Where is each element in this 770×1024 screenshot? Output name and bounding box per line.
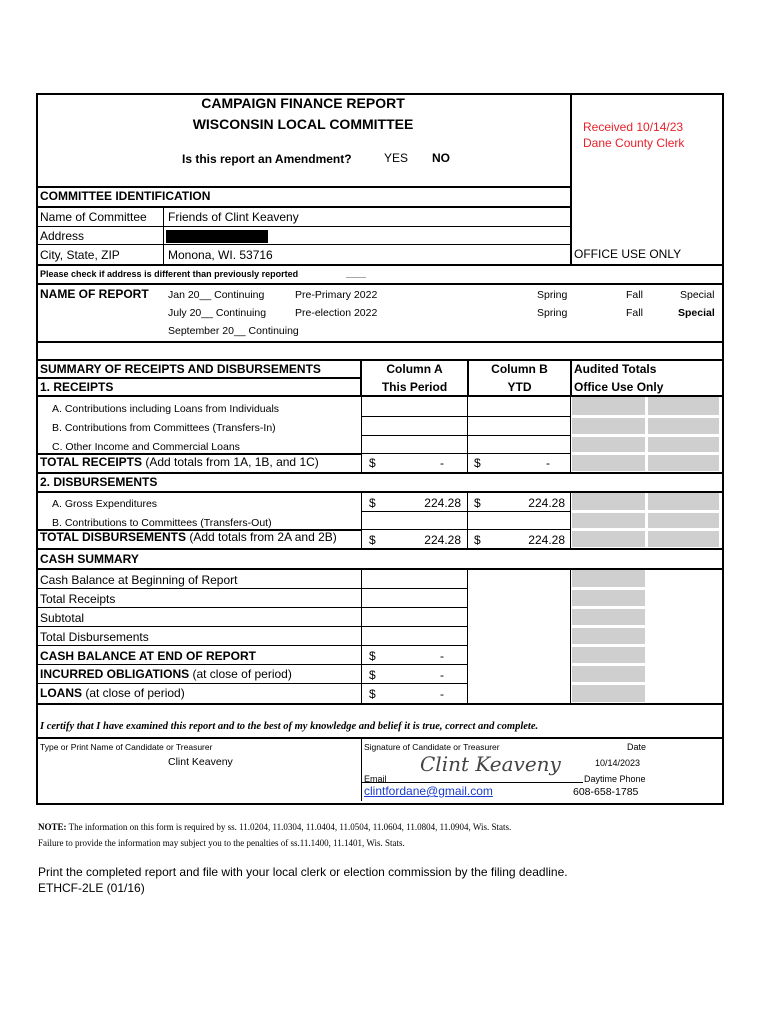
form-id: ETHCF-2LE (01/16)	[38, 881, 145, 895]
certification-statement: I certify that I have examined this report and to the best of my knowledge and belief it is true, correct and complete.	[40, 721, 539, 732]
form-title-line1: CAMPAIGN FINANCE REPORT	[201, 95, 405, 111]
total-disbursements-col-b-dollar: $	[474, 533, 481, 547]
amendment-yes[interactable]: YES	[384, 151, 409, 165]
received-stamp: Received 10/14/23	[583, 120, 684, 134]
print-name-field[interactable]: Clint Keaveny	[168, 756, 233, 768]
gross-expenditures-col-b-dollar: $	[474, 496, 481, 510]
phone-field[interactable]: 608-658-1785	[573, 786, 639, 798]
total-disbursements-col-b[interactable]: 224.28	[528, 533, 565, 547]
cash-total-disbursements-label: Total Disbursements	[40, 630, 149, 644]
cash-subtotal-label: Subtotal	[40, 611, 85, 625]
total-receipts-col-b-dollar: $	[474, 456, 481, 470]
audited-totals-heading: Audited Totals	[574, 362, 657, 376]
summary-heading: SUMMARY OF RECEIPTS AND DISBURSEMENTS	[40, 362, 321, 376]
form-title-line2: WISCONSIN LOCAL COMMITTEE	[192, 116, 414, 132]
receipts-c-label: C. Other Income and Commercial Loans	[52, 441, 240, 453]
gross-expenditures-col-a[interactable]: 224.28	[424, 496, 461, 510]
address-redacted	[166, 230, 268, 243]
gross-expenditures-col-b[interactable]: 224.28	[528, 496, 565, 510]
cash-beginning-label: Cash Balance at Beginning of Report	[40, 573, 238, 587]
total-disbursements-col-a[interactable]: 224.28	[424, 533, 461, 547]
print-name-label: Type or Print Name of Candidate or Treasurer	[40, 742, 213, 752]
penalty-note: Failure to provide the information may subject you to the penalties of ss.11.1400, 11.1401, Wis. Stats.	[38, 838, 405, 848]
loans-label: LOANS (at close of period)	[40, 686, 185, 700]
report-jan-continuing[interactable]: Jan 20__ Continuing	[168, 289, 265, 301]
loans-dollar: $	[369, 687, 376, 701]
total-disbursements-col-a-dollar: $	[369, 533, 376, 547]
incurred-obligations-label: INCURRED OBLIGATIONS (at close of period)	[40, 667, 292, 681]
cash-summary-heading: CASH SUMMARY	[40, 552, 139, 566]
report-fall-2[interactable]: Fall	[626, 307, 643, 319]
disbursements-heading: 2. DISBURSEMENTS	[40, 475, 158, 489]
cash-total-receipts-label: Total Receipts	[40, 592, 116, 606]
city-state-zip-label: City, State, ZIP	[40, 248, 120, 262]
address-change-note: Please check if address is different than previously reported	[40, 269, 299, 279]
office-use-only-heading: Office Use Only	[574, 380, 664, 394]
report-fall-1[interactable]: Fall	[626, 289, 643, 301]
report-september-continuing[interactable]: September 20__ Continuing	[168, 325, 299, 337]
filing-instruction: Print the completed report and file with your local clerk or election commission by the filing deadline.	[38, 865, 568, 879]
cash-end-label: CASH BALANCE AT END OF REPORT	[40, 649, 256, 663]
report-spring-2[interactable]: Spring	[537, 307, 568, 319]
report-special-2[interactable]: Special	[678, 307, 715, 319]
total-disbursements-label: TOTAL DISBURSEMENTS (Add totals from 2A and 2B)	[40, 530, 337, 544]
loans-value[interactable]: -	[440, 687, 444, 701]
disbursements-a-label: A. Gross Expenditures	[52, 498, 158, 510]
statutory-note: NOTE: The information on this form is required by ss. 11.0204, 11.0304, 11.0404, 11.0504, 11.0604, 11.0804, 11.0904, Wis. Stats.	[38, 822, 512, 832]
receipts-a-label: A. Contributions including Loans from Individuals	[52, 403, 280, 415]
address-label: Address	[40, 229, 85, 243]
committee-name-field[interactable]: Friends of Clint Keaveny	[168, 210, 299, 224]
column-a-heading: Column A	[386, 362, 443, 376]
city-state-zip-field[interactable]: Monona, WI. 53716	[168, 248, 273, 262]
disbursements-b-label: B. Contributions to Committees (Transfers-Out)	[52, 517, 272, 529]
column-b-subheading: YTD	[507, 380, 532, 394]
amendment-no[interactable]: NO	[432, 151, 450, 165]
amendment-question: Is this report an Amendment?	[182, 152, 352, 166]
report-pre-election[interactable]: Pre-election 2022	[295, 307, 378, 319]
incurred-obligations-value[interactable]: -	[440, 668, 444, 682]
clerk-stamp: Dane County Clerk	[583, 136, 685, 150]
report-july-continuing[interactable]: July 20__ Continuing	[168, 307, 267, 319]
name-of-report-label: NAME OF REPORT	[40, 287, 149, 301]
total-receipts-col-a[interactable]: -	[440, 456, 444, 470]
phone-label: Daytime Phone	[584, 774, 646, 784]
column-a-subheading: This Period	[381, 380, 448, 394]
email-label: Email	[364, 774, 387, 784]
email-field[interactable]: clintfordane@gmail.com	[364, 784, 493, 798]
gross-expenditures-col-a-dollar: $	[369, 496, 376, 510]
date-label: Date	[627, 742, 647, 752]
committee-identification-heading: COMMITTEE IDENTIFICATION	[40, 189, 211, 203]
address-change-checkbox[interactable]: ____	[346, 269, 367, 279]
total-receipts-label: TOTAL RECEIPTS (Add totals from 1A, 1B, and 1C)	[40, 455, 319, 469]
committee-name-label: Name of Committee	[40, 210, 147, 224]
column-b-heading: Column B	[491, 362, 548, 376]
report-pre-primary[interactable]: Pre-Primary 2022	[295, 289, 378, 301]
cash-end-value[interactable]: -	[440, 649, 444, 663]
signature-field[interactable]: Clint Keaveny	[420, 752, 561, 776]
date-field[interactable]: 10/14/2023	[595, 758, 641, 768]
incurred-obligations-dollar: $	[369, 668, 376, 682]
office-use-label: OFFICE USE ONLY	[574, 247, 682, 261]
report-spring-1[interactable]: Spring	[537, 289, 568, 301]
report-special-1[interactable]: Special	[680, 289, 715, 301]
total-receipts-col-a-dollar: $	[369, 456, 376, 470]
receipts-b-label: B. Contributions from Committees (Transfers-In)	[52, 422, 276, 434]
cash-end-dollar: $	[369, 649, 376, 663]
total-receipts-col-b[interactable]: -	[546, 456, 550, 470]
signature-label: Signature of Candidate or Treasurer	[364, 742, 500, 752]
receipts-heading: 1. RECEIPTS	[40, 380, 114, 394]
